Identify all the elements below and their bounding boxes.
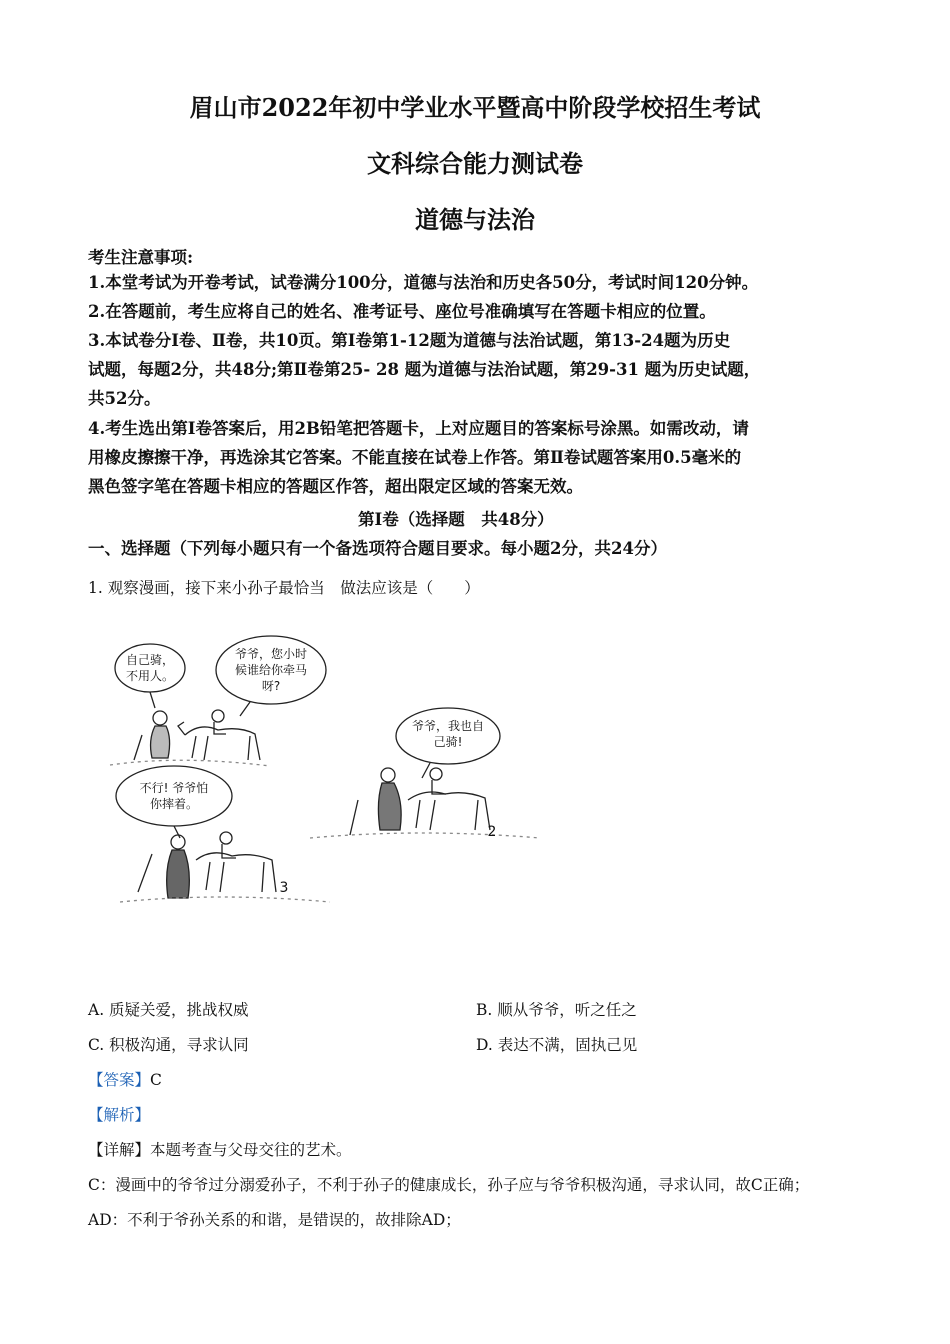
question-1-stem: 1. 观察漫画，接下来小孙子最恰当 做法应该是（ ） [88,579,480,597]
bubble3-line2: 己骑! [433,735,463,749]
exam-title: 眉山市2022年初中学业水平暨高中阶段学校招生考试 [189,93,761,122]
paper-subtitle: 文科综合能力测试卷 [367,149,583,178]
option-b: B. 顺从爷爷，听之任之 [476,1001,637,1019]
speech-bubble-4 [116,766,232,826]
answer-value: C [150,1071,162,1089]
note-3-line1: 3.本试卷分Ⅰ卷、Ⅱ卷，共10页。第Ⅰ卷第1-12题为道德与法治试题，第13-24题为历史 [88,331,731,350]
note-2: 2.在答题前，考生应将自己的姓名、准考证号、座位号准确填写在答题卡相应的位置。 [88,302,716,321]
option-a: A. 质疑关爱，挑战权威 [88,1001,249,1019]
note-4-line3: 黑色签字笔在答题卡相应的答题区作答，超出限定区域的答案无效。 [88,477,583,496]
notes-heading: 考生注意事项: [88,248,194,267]
comic-illustration [100,630,550,920]
bubble1-line2: 不用人。 [125,669,175,683]
subject-title: 道德与法治 [415,205,535,234]
analysis-label: 【解析】 [88,1106,151,1124]
detail-line: 【详解】本题考查与父母交往的艺术。 [88,1141,352,1159]
part1-header: 第Ⅰ卷（选择题 共48分） [358,510,554,529]
bubble4-line2: 你摔着。 [149,797,199,811]
note-3-line3: 共52分。 [88,389,161,408]
bubble2-line3: 呀? [261,679,281,693]
bubble1-line1: 自己骑， [125,653,175,667]
note-4-line1: 4.考生选出第Ⅰ卷答案后，用2B铅笔把答题卡，上对应题目的答案标号涂黑。如需改动，请 [88,419,749,438]
section-heading: 一、选择题（下列每小题只有一个备选项符合题目要求。每小题2分，共24分） [88,539,667,558]
bubble2-line2: 候谁给你牵马 [234,663,308,677]
note-4-line2: 用橡皮擦擦干净，再选涂其它答案。不能直接在试卷上作答。第Ⅱ卷试题答案用0.5毫米的 [88,448,742,467]
panel-number-2: 2 [487,824,497,840]
explanation-ad: AD：不利于爷孙关系的和谐，是错误的，故排除AD； [88,1211,461,1229]
explanation-c: C：漫画中的爷爷过分溺爱孙子，不利于孙子的健康成长，孙子应与爷爷积极沟通，寻求认同，故C正确； [88,1176,810,1194]
bubble4-line1: 不行! 爷爷怕 [139,781,209,795]
bubble2-line1: 爷爷，您小时 [234,647,308,661]
panel-number-3: 3 [279,880,289,896]
note-3-line2: 试题，每题2分，共48分;第Ⅱ卷第25- 28 题为道德与法治试题，第29-31 题为历史试题， [88,360,761,379]
bubble3-line1: 爷爷，我也自 [411,719,485,733]
answer-line [88,1068,162,1090]
option-d: D. 表达不满，固执己见 [476,1036,638,1054]
speech-bubble-1 [115,644,185,692]
option-c: C. 积极沟通，寻求认同 [88,1036,249,1054]
answer-label: 【答案】 [88,1071,151,1089]
note-1: 1.本堂考试为开卷考试，试卷满分100分，道德与法治和历史各50分，考试时间120分钟。 [88,273,759,292]
